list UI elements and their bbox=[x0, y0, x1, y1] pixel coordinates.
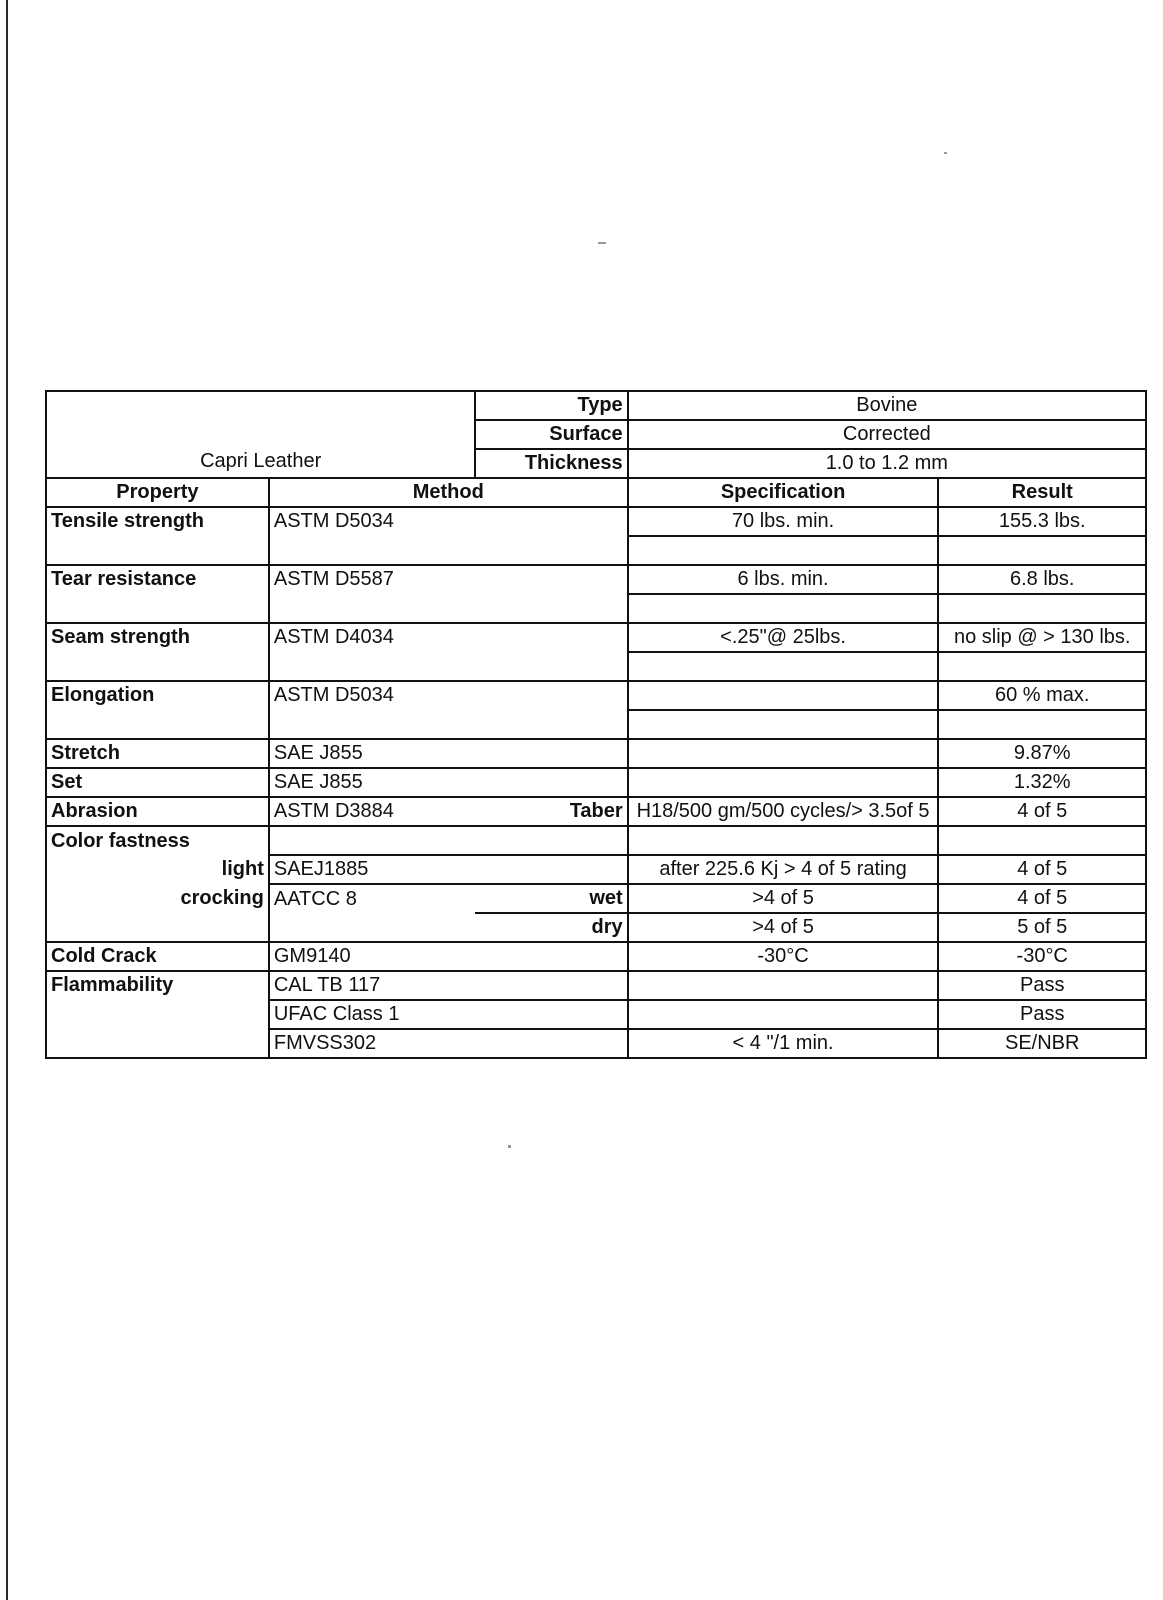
result-cell: 4 of 5 bbox=[938, 855, 1146, 884]
specification-cell: < 4 "/1 min. bbox=[628, 1029, 939, 1058]
specification-cell bbox=[628, 681, 939, 710]
result-cell bbox=[938, 710, 1146, 739]
method-cell: SAEJ1885 bbox=[269, 855, 628, 884]
specification-cell: <.25"@ 25lbs. bbox=[628, 623, 939, 652]
property-cell: Color fastness bbox=[46, 826, 269, 855]
method-cell: SAE J855 bbox=[269, 768, 628, 797]
meta-value: Corrected bbox=[628, 420, 1146, 449]
meta-label: Thickness bbox=[475, 449, 627, 478]
table-row bbox=[46, 739, 1146, 768]
specification-cell: after 225.6 Kj > 4 of 5 rating bbox=[628, 855, 939, 884]
method-cell: ASTM D5587 bbox=[269, 565, 628, 623]
table-row bbox=[46, 681, 1146, 710]
specification-cell: 70 lbs. min. bbox=[628, 507, 939, 536]
sub-property-cell: crocking bbox=[46, 884, 269, 913]
property-cell: Elongation bbox=[46, 681, 269, 739]
table-row bbox=[46, 855, 1146, 884]
table-row bbox=[46, 623, 1146, 652]
method-cell: ASTM D5034 bbox=[269, 507, 628, 565]
method-cell bbox=[269, 913, 476, 942]
method-cell: AATCC 8 bbox=[269, 884, 476, 913]
result-cell: 155.3 lbs. bbox=[938, 507, 1146, 536]
method-cell bbox=[269, 826, 628, 855]
meta-label: Type bbox=[475, 391, 627, 420]
result-cell: -30°C bbox=[938, 942, 1146, 971]
scan-edge-line bbox=[6, 0, 8, 1600]
property-cell: Seam strength bbox=[46, 623, 269, 681]
specification-cell: >4 of 5 bbox=[628, 913, 939, 942]
table-row bbox=[46, 797, 1146, 826]
method-cell: FMVSS302 bbox=[269, 1029, 628, 1058]
table-row bbox=[46, 942, 1146, 971]
property-cell: Stretch bbox=[46, 739, 269, 768]
table-row bbox=[46, 971, 1146, 1000]
scan-speck bbox=[598, 242, 606, 244]
result-cell: 5 of 5 bbox=[938, 913, 1146, 942]
property-cell: Set bbox=[46, 768, 269, 797]
property-cell: Abrasion bbox=[46, 797, 269, 826]
sub-property-cell bbox=[46, 913, 269, 942]
property-cell: Cold Crack bbox=[46, 942, 269, 971]
document-title: Capri Leather bbox=[46, 391, 475, 478]
result-cell: no slip @ > 130 lbs. bbox=[938, 623, 1146, 652]
leather-spec-table bbox=[45, 390, 1147, 1059]
specification-cell bbox=[628, 768, 939, 797]
specification-cell bbox=[628, 594, 939, 623]
specification-cell bbox=[628, 826, 939, 855]
method-note: wet bbox=[475, 884, 627, 913]
method-cell: GM9140 bbox=[269, 942, 628, 971]
table-row bbox=[46, 507, 1146, 536]
table-row bbox=[46, 826, 1146, 855]
result-cell: Pass bbox=[938, 1000, 1146, 1029]
table-row bbox=[46, 884, 1146, 913]
result-cell: 4 of 5 bbox=[938, 884, 1146, 913]
table-row bbox=[46, 913, 1146, 942]
meta-value: Bovine bbox=[628, 391, 1146, 420]
result-cell bbox=[938, 652, 1146, 681]
specification-header: Specification bbox=[628, 478, 939, 507]
property-cell: Tensile strength bbox=[46, 507, 269, 565]
table-row bbox=[46, 768, 1146, 797]
result-cell: 4 of 5 bbox=[938, 797, 1146, 826]
scan-speck bbox=[944, 152, 947, 154]
meta-label: Surface bbox=[475, 420, 627, 449]
method-cell: ASTM D5034 bbox=[269, 681, 628, 739]
result-header: Result bbox=[938, 478, 1146, 507]
specification-cell bbox=[628, 710, 939, 739]
result-cell: 1.32% bbox=[938, 768, 1146, 797]
specification-cell bbox=[628, 1000, 939, 1029]
method-header: Method bbox=[269, 478, 628, 507]
property-header: Property bbox=[46, 478, 269, 507]
method-cell: UFAC Class 1 bbox=[269, 1000, 628, 1029]
table-row bbox=[46, 565, 1146, 594]
meta-row-type bbox=[46, 391, 1146, 420]
specification-cell bbox=[628, 536, 939, 565]
specification-cell: >4 of 5 bbox=[628, 884, 939, 913]
method-note: Taber bbox=[475, 797, 627, 826]
specification-cell bbox=[628, 652, 939, 681]
method-cell: ASTM D3884 bbox=[269, 797, 476, 826]
specification-cell: -30°C bbox=[628, 942, 939, 971]
property-cell: Flammability bbox=[46, 971, 269, 1058]
property-cell: Tear resistance bbox=[46, 565, 269, 623]
method-note: dry bbox=[475, 913, 627, 942]
scan-speck bbox=[508, 1145, 511, 1148]
method-cell: SAE J855 bbox=[269, 739, 628, 768]
result-cell: 60 % max. bbox=[938, 681, 1146, 710]
specification-cell bbox=[628, 739, 939, 768]
sub-property-cell: light bbox=[46, 855, 269, 884]
result-cell: Pass bbox=[938, 971, 1146, 1000]
meta-value: 1.0 to 1.2 mm bbox=[628, 449, 1146, 478]
result-cell: SE/NBR bbox=[938, 1029, 1146, 1058]
result-cell bbox=[938, 826, 1146, 855]
result-cell: 6.8 lbs. bbox=[938, 565, 1146, 594]
specification-cell bbox=[628, 971, 939, 1000]
specification-cell: H18/500 gm/500 cycles/> 3.5of 5 bbox=[628, 797, 939, 826]
method-cell: CAL TB 117 bbox=[269, 971, 628, 1000]
specification-cell: 6 lbs. min. bbox=[628, 565, 939, 594]
result-cell: 9.87% bbox=[938, 739, 1146, 768]
header-row bbox=[46, 478, 1146, 507]
result-cell bbox=[938, 594, 1146, 623]
result-cell bbox=[938, 536, 1146, 565]
method-cell: ASTM D4034 bbox=[269, 623, 628, 681]
